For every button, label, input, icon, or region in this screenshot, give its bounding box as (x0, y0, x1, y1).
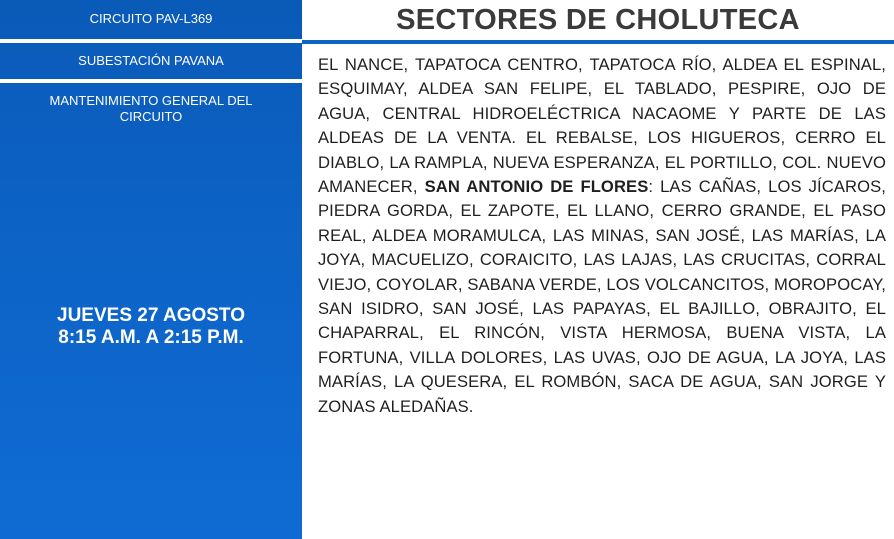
substation-label: SUBESTACIÓN PAVANA (78, 53, 224, 68)
maintenance-label: MANTENIMIENTO GENERAL DEL CIRCUITO (49, 93, 253, 124)
sectors-text-part1: EL NANCE, TAPATOCA CENTRO, TAPATOCA RÍO, ALDEA EL ESPINAL, ESQUIMAY, ALDEA SAN FELIPE, EL TABLADO, PESPIRE, OJO DE AGUA, CENTRAL HIDROELÉCTRICA NACAOME Y PARTE DE LAS ALDEAS DE LA VENTA. EL REBALSE, LOS HIGUEROS, CERRO EL DIABLO, LA RAMPLA, NUEVA ESPERANZA, EL PORTILLO, COL. NUEVO AMANECER, (318, 55, 886, 197)
schedule-time: 8:15 A.M. A 2:15 P.M. (58, 327, 244, 348)
schedule-block (0, 305, 302, 349)
sectors-highlight: SAN ANTONIO DE FLORES (424, 177, 649, 197)
sidebar-divider (0, 39, 302, 43)
sidebar-divider (0, 79, 302, 83)
sectors-text-part2: : LAS CAÑAS, LOS JÍCAROS, PIEDRA GORDA, EL ZAPOTE, EL LLANO, CERRO GRANDE, EL PASO REAL, ALDEA MORAMULCA, LAS MINAS, SAN JOSÉ, LAS MARÍAS, LA JOYA, MACUELIZO, CORAICITO, LAS LAJAS, LAS CRUCITAS, CORRAL VIEJO, COYOLAR, SABANA VERDE, LOS VOLCANCITOS, MOROPOCAY, SAN ISIDRO, SAN JOSÉ, LAS PAPAYAS, EL BAJILLO, OBRAJITO, EL CHAPARRAL, EL RINCÓN, VISTA HERMOSA, BUENA VISTA, LA FORTUNA, VILLA DOLORES, LAS UVAS, OJO DE AGUA, LA JOYA, LAS MARÍAS, LA QUESERA, EL ROMBÓN, SACA DE AGUA, SAN JORGE Y ZONAS ALEDAÑAS. (318, 177, 886, 416)
page-title: SECTORES DE CHOLUTECA (302, 0, 894, 40)
circuit-label: CIRCUITO PAV-L369 (89, 10, 213, 26)
sectors-text (318, 53, 886, 419)
sidebar-panel (0, 0, 302, 539)
schedule-day: JUEVES 27 AGOSTO (57, 305, 245, 326)
title-divider (302, 40, 894, 44)
